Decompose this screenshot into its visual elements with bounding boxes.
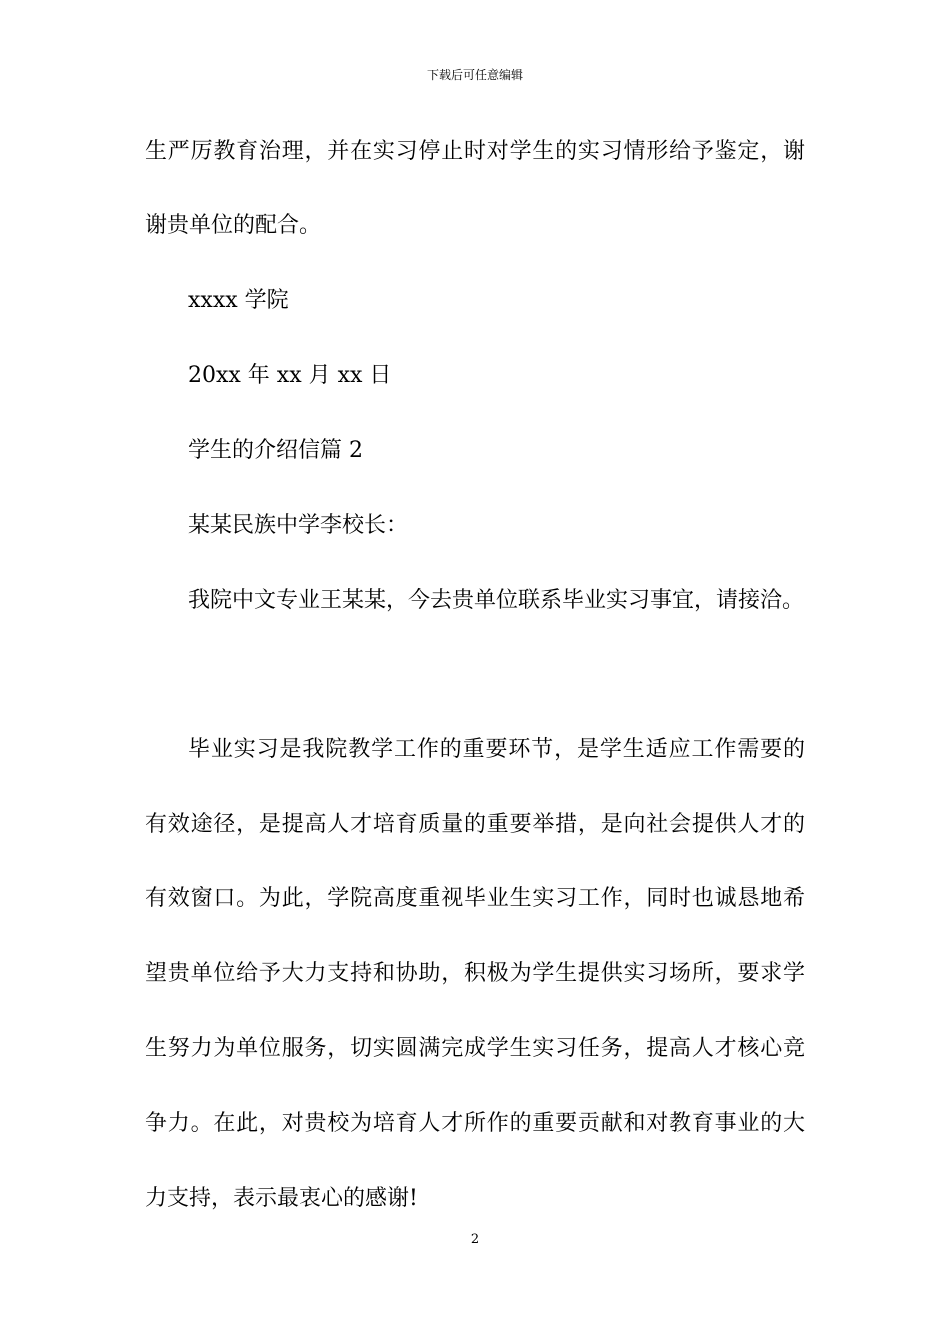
paragraph-line: 争力。在此，对贵校为培育人才所作的重要贡献和对教育事业的大 (145, 1111, 805, 1136)
section-heading: 学生的介绍信篇 2 (188, 438, 363, 463)
paragraph-line: 有效途径，是提高人才培育质量的重要举措，是向社会提供人才的 (145, 812, 805, 837)
paragraph-line: 望贵单位给予大力支持和协助，积极为学生提供实习场所，要求学 (145, 961, 805, 986)
salutation: 某某民族中学李校长： (188, 513, 409, 538)
paragraph-line: 生努力为单位服务，切实圆满完成学生实习任务，提高人才核心竞 (145, 1036, 805, 1061)
paragraph-line: 毕业实习是我院教学工作的重要环节，是学生适应工作需要的 (188, 737, 805, 762)
paragraph-line: 生严厉教育治理，并在实习停止时对学生的实习情形给予鉴定，谢 (145, 139, 805, 164)
page-header: 下载后可任意编辑 (426, 68, 523, 82)
paragraph-line: 谢贵单位的配合。 (145, 213, 322, 238)
paragraph-line: 有效窗口。为此，学院高度重视毕业生实习工作，同时也诚恳地希 (145, 886, 805, 911)
paragraph-line: 力支持，表示最衷心的感谢! (145, 1186, 418, 1211)
page-number: 2 (470, 1232, 480, 1247)
institution-name: xxxx 学院 (188, 288, 289, 313)
letter-date: 20xx 年 xx 月 xx 日 (188, 363, 392, 388)
paragraph-line: 我院中文专业王某某，今去贵单位联系毕业实习事宜，请接洽。 (188, 588, 805, 613)
